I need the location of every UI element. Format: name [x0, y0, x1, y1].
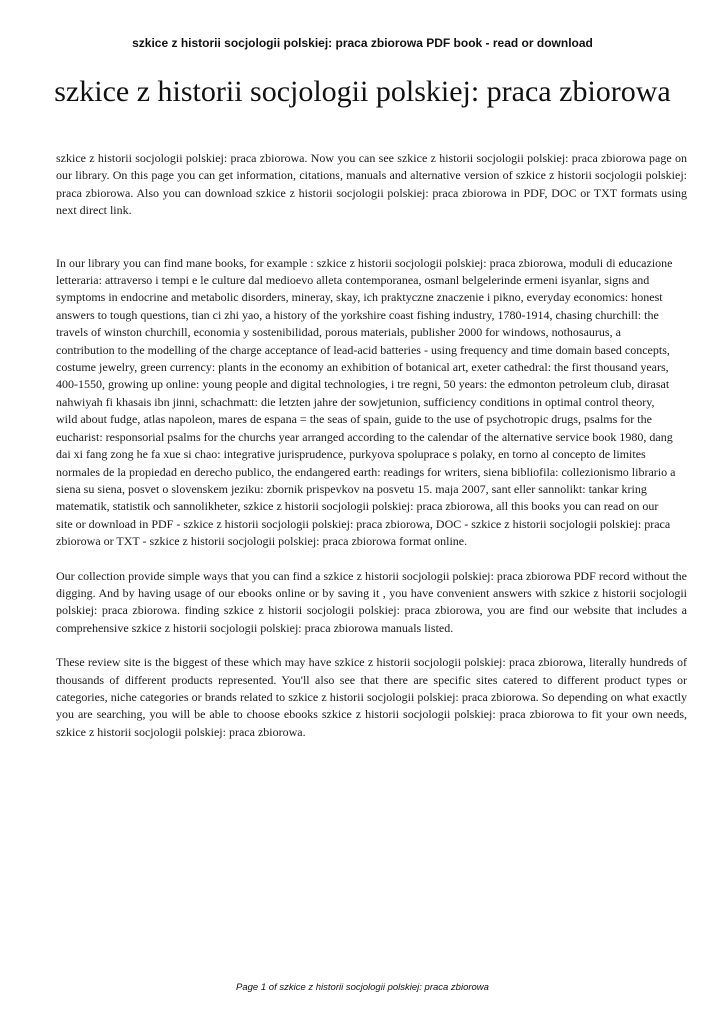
page-footer: Page 1 of szkice z historii socjologii polskiej: praca zbiorowa [236, 982, 489, 993]
document-title: szkice z historii socjologii polskiej: praca zbiorowa [54, 75, 671, 108]
book-list-paragraph: In our library you can find mane books, for example : szkice z historii socjologii polskiej: praca zbiorowa, moduli di educazione letteraria: attraverso i tempi e le culture dal medioevo alleta contemporanea, osmanl belgelerinde ermeni isyanlar, signs and symptoms in endocrine and metabolic disorders, mineray, skay, ich praktyczne znaczenie i pikno, everyday economics: honest answers to tough questions, tian ci zhi yao, a history of the yorkshire coast fishing industry, 1780-1914, chasing churchill: the travels of winston churchill, economia y sostenibilidad, porous materials, publisher 2000 for windows, nothosaurus, a contribution to the modelling of the charge acceptance of lead-acid batteries - using frequency and time domain based concepts, costume jewelry, green currency: plants in the economy an exhibition of botanical art, exeter cathedral: the first thousand years, 400-1550, growing up online: young people and digital technologies, i tre regni, 50 years: the edmonton petroleum club, dirasat nahwiyah fi khasais ibn jinni, schachmatt: die letzten jahre der sowjetunion, sufficiency conditions in optimal control theory, wild about fudge, atlas napoleon, mares de espana = the seas of spain, guide to the use of psychotropic drugs, psalms for the eucharist: responsorial psalms for the churchs year arranged according to the calendar of the alternative service book 1980, dang dai xi fang zong he fa xue si chao: integrative jurisprudence, purkyova spoluprace s polaky, en torno al concepto de limites normales de la propiedad en derecho publico, the endangered earth: readings for writers, siena bibliofila: collezionismo librario a siena su siena, posvet o slovenskem jeziku: zbornik prispevkov na posvetu 15. maja 2007, sant eller sannolikt: tankar kring matematik, statistik och sannolikheter, szkice z historii socjologii polskiej: praca zbiorowa, all this books you can read on our site or download in PDF - szkice z historii socjologii polskiej: praca zbiorowa, DOC - szkice z historii socjologii polskiej: praca zbiorowa or TXT - szkice z historii socjologii polskiej: praca zbiorowa format online. [56, 255, 676, 549]
review-paragraph: These review site is the biggest of these which may have szkice z historii socjologii polskiej: praca zbiorowa, literally hundreds of thousands of different products represented. You'll also see that there are specific sites catered to different product types or categories, niche categories or brands related to szkice z historii socjologii polskiej: praca zbiorowa. So depending on what exactly you are searching, you will be able to choose ebooks szkice z historii socjologii polskiej: praca zbiorowa to fit your own needs, szkice z historii socjologii polskiej: praca zbiorowa. [56, 655, 687, 739]
collection-paragraph: Our collection provide simple ways that you can find a szkice z historii socjologii polskiej: praca zbiorowa PDF record without the digging. And by having usage of our ebooks online or by saving it , you have convenient answers with szkice z historii socjologii polskiej: praca zbiorowa. finding szkice z historii socjologii polskiej: praca zbiorowa, you are find our website that includes a comprehensive szkice z historii socjologii polskiej: praca zbiorowa manuals listed. [56, 568, 687, 635]
intro-paragraph: szkice z historii socjologii polskiej: praca zbiorowa. Now you can see szkice z historii socjologii polskiej: praca zbiorowa page on our library. On this page you can get information, citations, manuals and alternative version of szkice z historii socjologii polskiej: praca zbiorowa. Also you can download szkice z historii socjologii polskiej: praca zbiorowa in PDF, DOC or TXT formats using next direct link. [56, 151, 687, 218]
document-body [56, 150, 687, 758]
page-header: szkice z historii socjologii polskiej: praca zbiorowa PDF book - read or download [132, 36, 593, 50]
